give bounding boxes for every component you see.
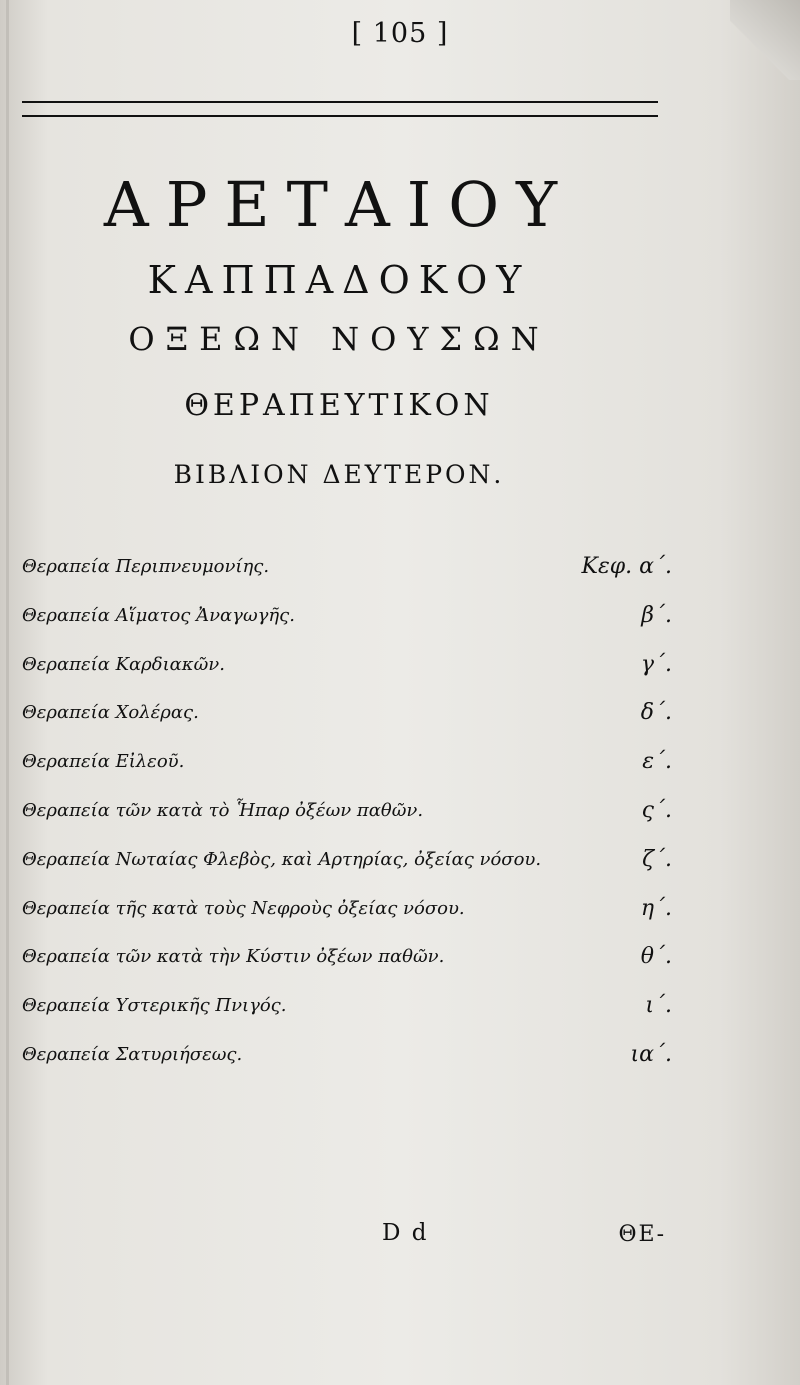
toc-entry — [22, 1036, 672, 1085]
toc-entry-label: Θεραπεία Περιπνευμονίης. — [22, 556, 270, 577]
toc-entry-number: Κεφ. α΄. — [581, 554, 672, 579]
table-of-contents — [22, 548, 672, 1085]
toc-entry-number: δ΄. — [640, 700, 672, 726]
toc-entry — [22, 987, 672, 1036]
signature-mark: D d — [382, 1220, 429, 1246]
toc-entry-number: ι΄. — [645, 993, 672, 1019]
page-number: [ 105 ] — [351, 18, 449, 49]
toc-entry-number: γ΄. — [640, 651, 672, 677]
toc-entry — [22, 890, 672, 939]
title-author: ΑΡΕΤΑΙΟΥ — [103, 168, 575, 241]
toc-entry-label: Θεραπεία τῶν κατὰ τὴν Κύστιν ὀξέων παθῶν. — [22, 946, 445, 968]
toc-entry-number: θ΄. — [640, 944, 672, 970]
title-kind: ΘΕΡΑΠΕΥΤΙΚΟΝ — [184, 388, 494, 423]
toc-entry-number: ε΄. — [642, 749, 672, 775]
header-rule-bottom — [22, 115, 658, 117]
toc-entry-number: η΄. — [640, 895, 672, 921]
toc-entry-number: β΄. — [641, 602, 672, 628]
toc-entry — [22, 792, 672, 841]
toc-entry-label: Θεραπεία τῶν κατὰ τὸ Ἧπαρ ὀξέων παθῶν. — [22, 799, 424, 821]
toc-entry — [22, 841, 672, 890]
toc-entry-label: Θεραπεία Χολέρας. — [22, 702, 199, 724]
toc-entry-label: Θεραπεία τῆς κατὰ τοὺς Νεφροὺς ὀξείας νόσου. — [22, 897, 465, 919]
toc-entry — [22, 597, 672, 646]
toc-entry — [22, 743, 672, 792]
header-rule-top — [22, 101, 658, 103]
title-book: ΒΙΒΛΙΟΝ ΔΕΥΤΕΡΟΝ. — [173, 460, 505, 489]
toc-entry-label: Θεραπεία Αἵματος Ἀναγωγῆς. — [22, 604, 295, 626]
toc-entry-number: ς΄. — [641, 797, 672, 823]
catchword: ΘΕ- — [618, 1222, 666, 1247]
toc-entry-label: Θεραπεία Σατυριήσεως. — [22, 1043, 243, 1065]
toc-entry-number: ια΄. — [630, 1041, 672, 1067]
toc-entry-label: Θεραπεία Νωταίας Φλεβὸς, καὶ Αρτηρίας, ὀξείας νόσου. — [22, 848, 542, 870]
toc-entry — [22, 938, 672, 987]
toc-entry-number: ζ΄. — [642, 846, 672, 872]
toc-entry — [22, 548, 672, 597]
title-subject: ΟΞΕΩΝ ΝΟΥΣΩΝ — [128, 320, 550, 358]
toc-entry — [22, 694, 672, 743]
toc-entry-label: Θεραπεία Καρδιακῶν. — [22, 653, 225, 675]
toc-entry-label: Θεραπεία Υστερικῆς Πνιγός. — [22, 995, 287, 1017]
toc-entry-label: Θεραπεία Εἰλεοῦ. — [22, 751, 185, 773]
title-origin: ΚΑΠΠΑΔΟΚΟΥ — [147, 258, 531, 302]
toc-entry — [22, 646, 672, 695]
